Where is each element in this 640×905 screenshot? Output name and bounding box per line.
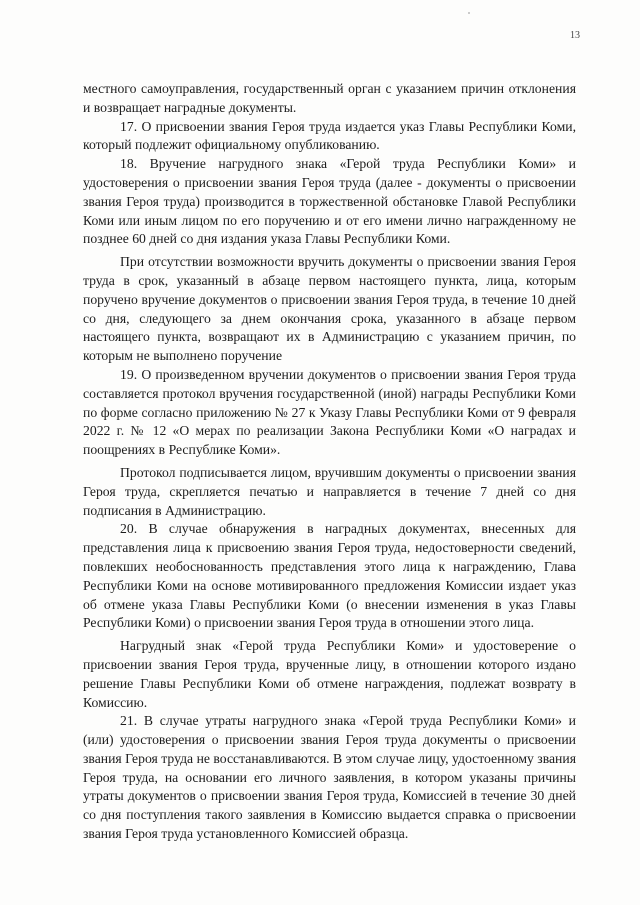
paragraph-item-18: 18. Вручение нагрудного знака «Герой труда Республики Коми» и удостоверения о присвоении звания Героя труда (далее - документы о присвоении звания Героя труда) производится в торжественной обстановке Главой Республики Коми или иным лицом по его поручению и от его имени лично награжденному не позднее 60 дней со дня издания указа Главы Республики Коми. [83,156,576,247]
paragraph-item-20-part-2: Нагрудный знак «Герой труда Республики Коми» и удостоверение о присвоении звания Героя труда, врученные лицу, в отношении которого издано решение Главы Республики Коми об отмене награждения, подлежат возврату в Комиссию. [83,638,576,710]
paragraph-item-20: 20. В случае обнаружения в наградных документах, внесенных для представления лица к присвоению звания Героя труда, недостоверности сведений, повлекших необоснованность представления этого лица к награждению, Глава Республики Коми на основе мотивированного предложения Комиссии издает указ об отмене указа Главы Республики Коми (о внесении изменения в указ Главы Республики Коми) о присвоении звания Героя труда в отношении этого лица. [83,521,576,631]
paragraph-continuation: местного самоуправления, государственный орган с указанием причин отклонения и возвращает наградные документы. [83,81,576,115]
paragraph-item-19: 19. О произведенном вручении документов о присвоении звания Героя труда составляется протокол вручения государственной (иной) награды Республики Коми по форме согласно приложению № 27 к Указу Главы Республики Коми от 9 февраля 2022 г. № 12 «О мерах по реализации Закона Республики Коми «О наградах и поощрениях в Республике Коми». [83,366,576,458]
document-body [83,80,576,844]
paragraph-item-21: 21. В случае утраты нагрудного знака «Герой труда Республики Коми» и (или) удостоверения о присвоении звания Героя труда документы о присвоении звания Героя труда не восстанавливаются. В этом случае лицу, удостоенному звания Героя труда, на основании его личного заявления, в котором указаны причины утраты документов о присвоении звания Героя труда, Комиссией в течение 30 дней со дня поступления такого заявления в Комиссию выдается справка о присвоении звания Героя труда установленного Комиссией образца. [83,713,576,842]
paragraph-item-17: 17. О присвоении звания Героя труда издается указ Главы Республики Коми, который подлежит официальному опубликованию. [83,118,576,153]
page-number: 13 [570,30,580,41]
scan-speck [468,12,470,14]
paragraph-item-19-part-2: Протокол подписывается лицом, вручившим документы о присвоении звания Героя труда, скрепляется печатью и направляется в течение 7 дней со дня подписания в Администрацию. [83,464,576,518]
paragraph-item-18-part-2: При отсутствии возможности вручить документы о присвоении звания Героя труда в срок, указанный в абзаце первом настоящего пункта, лица, которым поручено вручение документов о присвоении звания Героя труда, в течение 10 дней со дня, следующего за днем окончания срока, указанного в абзаце первом настоящего пункта, возвращают их в Администрацию с указанием причин, по которым не выполнено поручение [83,254,576,364]
